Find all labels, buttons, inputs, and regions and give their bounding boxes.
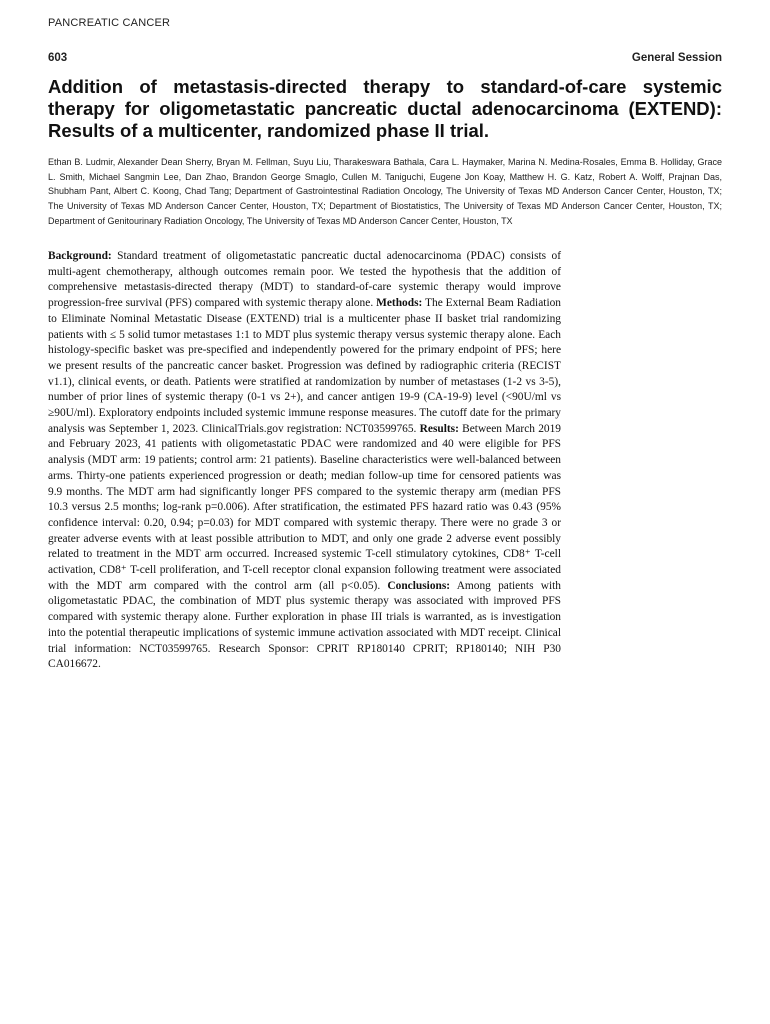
section-header: PANCREATIC CANCER (48, 17, 171, 29)
session-label: General Session (631, 52, 722, 64)
conclusions-text: Among patients with oligometastatic PDAC, the combination of MDT plus systemic therapy was associated with improved PFS compared with systemic therapy alone. Further exploration in phase III trials is warranted, as is investigation into the potential therapeutic implications of systemic immune activation associated with MDT receipt. Clinical trial information: NCT03599765. Research Sponsor: CPRIT RP180140 CPRIT; RP180140; NIH P30 CA016672. (48, 579, 562, 671)
methods-label: Methods: (376, 297, 423, 310)
abstract-body (48, 249, 561, 673)
methods-text: The External Beam Radiation to Eliminate Nominal Metastatic Disease (EXTEND) trial is a multicenter phase II basket trial randomizing patients with ≤ 5 solid tumor metastases 1:1 to MDT plus systemic therapy versus systemic therapy alone. Each histology-specific basket was pre-specified and independently powered for the primary endpoint of PFS; here we present results of the pancreatic cancer basket. Progression was defined by radiographic criteria (RECIST v1.1), clinical events, or death. Patients were stratified at randomization by number of metastases (1-2 vs 3-5), number of prior lines of systemic therapy (0-1 vs 2+), and cancer antigen 19-9 (CA-19-9) level (<90U/ml vs ≥90U/ml). Exploratory endpoints included systemic immune response measures. The cutoff date for the primary analysis was September 1, 2023. ClinicalTrials.gov registration: NCT03599765. (48, 297, 561, 435)
conclusions-label: Conclusions: (387, 579, 451, 592)
results-text: Between March 2019 and February 2023, 41 patients with oligometastatic PDAC were randomized and 40 were eligible for PFS analysis (MDT arm: 19 patients; control arm: 21 patients). Baseline characteristics were well-balanced between arms. Thirty-one patients experienced progression or death; median follow-up time for censored patients was 9.9 months. The MDT arm had significantly longer PFS compared to the systemic therapy arm (median PFS 10.3 versus 2.5 months; log-rank p=0.006). After stratification, the estimated PFS hazard ratio was 0.43 (95% confidence interval: 0.20, 0.94; p=0.03) for MDT compared with systemic therapy. There were no grade 3 or greater adverse events with at least possible attribution to MDT, and only one grade 2 adverse event possibly related to treatment in the MDT arm occurred. Increased systemic T-cell stimulatory cytokines, CD8⁺ T-cell activation, CD8⁺ T-cell proliferation, and T-cell receptor clonal expansion following treatment were associated with the MDT arm compared with the control arm (all p<0.05). (48, 422, 561, 592)
results-label: Results: (419, 422, 459, 435)
background-label: Background: (48, 250, 112, 262)
abstract-number: 603 (48, 52, 68, 64)
background-text: Standard treatment of oligometastatic pancreatic ductal adenocarcinoma (PDAC) consists of multi-agent chemotherapy, although outcomes remain poor. We tested the hypothesis that the addition of comprehensive metastasis-directed therapy (MDT) to standard-of-care systemic therapy would improve progression-free survival (PFS) compared with systemic therapy alone. (48, 250, 561, 310)
abstract-title: Addition of metastasis-directed therapy to standard-of-care systemic therapy for oligometastatic pancreatic ductal adenocarcinoma (EXTEND): Results of a multicenter, randomized phase II trial. (48, 76, 722, 141)
author-list: Ethan B. Ludmir, Alexander Dean Sherry, Bryan M. Fellman, Suyu Liu, Tharakeswara Bathala, Cara L. Haymaker, Marina N. Medina-Rosales, Emma B. Holliday, Grace L. Smith, Michael Sangmin Lee, Dan Zhao, Brandon George Smaglo, Cullen M. Taniguchi, Eugene Jon Koay, Matthew H. G. Katz, Robert A. Wolff, Prajnan Das, Shubham Pant, Albert C. Koong, Chad Tang; Department of Gastrointestinal Radiation Oncology, The University of Texas MD Anderson Cancer Center, Houston, TX; The University of Texas MD Anderson Cancer Center, Houston, TX; Department of Biostatistics, The University of Texas MD Anderson Cancer Center, Houston, TX; Department of Genitourinary Radiation Oncology, The University of Texas MD Anderson Cancer Center, Houston, TX (48, 157, 722, 226)
